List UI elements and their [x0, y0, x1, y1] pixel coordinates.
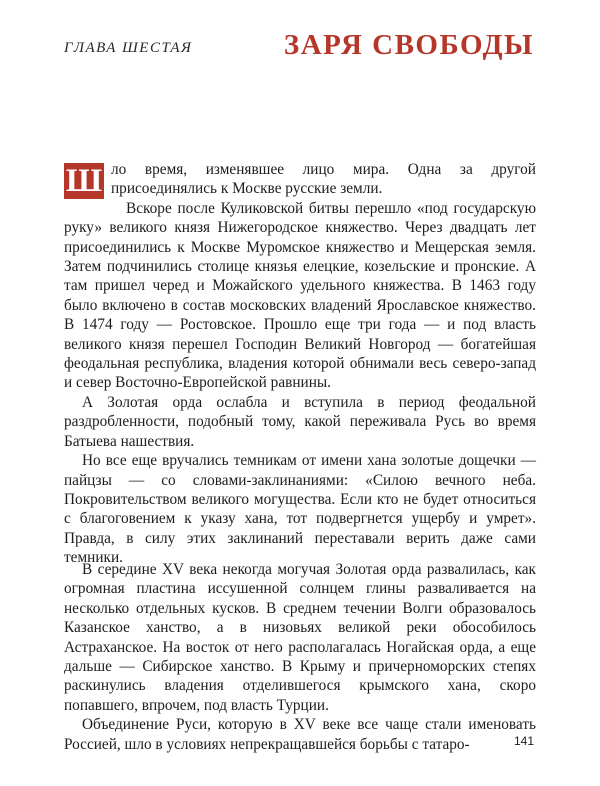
page-number: 141: [513, 734, 534, 748]
opening-paragraph-text: ло время, изменявшее лицо мира. Одна за другой присоединялись к Москве русские земли.: [111, 161, 536, 198]
paragraph: Но все еще вручались темникам от имени хана золотые дощечки — пайцзы — со словами-заклинаниями: «Силою вечного неба. Покровительством великого могущества. Если кто не будет относиться с благоговением к указу хана, тот подвергнется ущербу и умрет». Правда, в силу этих заклинаний переставали верить даже сами темники.: [64, 452, 536, 567]
opening-paragraph: [64, 160, 536, 199]
chapter-title: ЗАРЯ СВОБОДЫ: [283, 29, 534, 61]
drop-cap-letter: Ш: [65, 163, 103, 199]
paragraph: Вскоре после Куликовской битвы перешло «под государскую руку» великого князя Нижегородское княжество. Через двадцать лет присоединились к Москве Муромское княжество и Мещерская земля. Затем подчинились столице князья елецкие, козельские и пронские. А там пришел черед и Можайского удельного княжества. В 1463 году было включено в состав московских владений Ярославское княжество. В 1474 году — Ростовское. Прошло еще три года — и под власть великого князя перешел Господин Великий Новгород — богатейшая феодальная республика, владения которой обнимали весь северо-запад и север Восточно-Европейской равнины.: [64, 199, 536, 392]
paragraph: Объединение Руси, которую в XV веке все чаще стали именовать Россией, шло в условиях непрекращавшейся борьбы с татаро-: [64, 716, 536, 753]
text-section-1: [64, 160, 536, 568]
paragraph: А Золотая орда ослабла и вступила в период феодальной раздробленности, подобный тому, какой переживала Русь во время Батыева нашествия.: [64, 393, 536, 450]
chapter-label: ГЛАВА ШЕСТАЯ: [64, 40, 193, 56]
paragraph: В середине XV века некогда могучая Золотая орда развалилась, как огромная пластина иссушенной солнцем глины разваливается на несколько отдельных кусков. В среднем течении Волги образовалось Казанское ханство, а в низовьях великой реки обособилось Астраханское. На восток от него располагалась Ногайская орда, а еще дальше — Сибирское ханство. В Крыму и причерноморских степях раскинулись владения отделившегося крымского хана, скоро попавшего, впрочем, под власть Турции.: [64, 561, 536, 714]
text-section-2: [64, 560, 536, 754]
